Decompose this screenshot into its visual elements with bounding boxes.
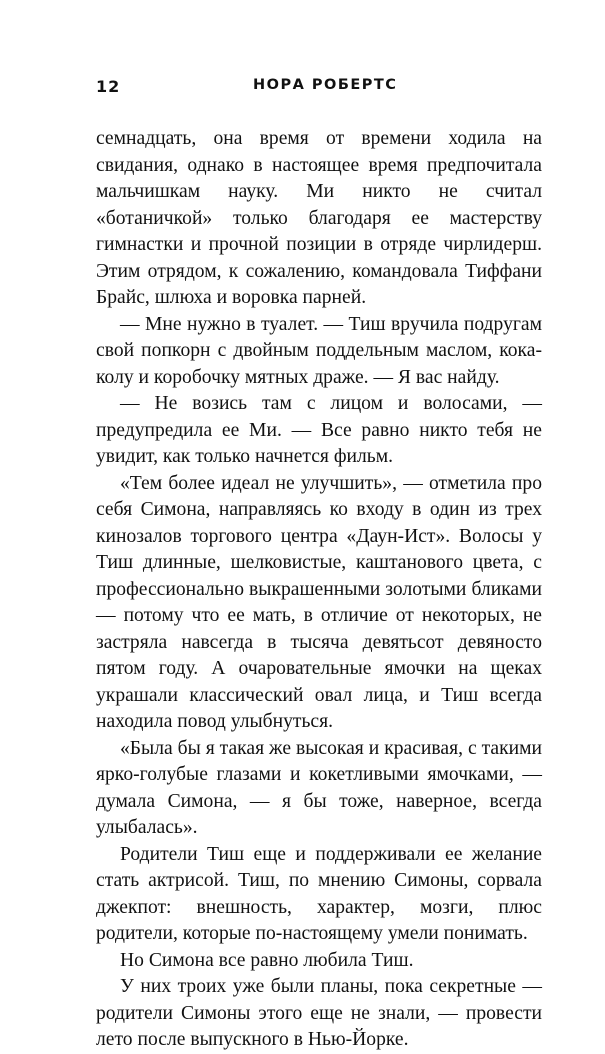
paragraph-dialogue-tish: — Мне нужно в туалет. — Тиш вручила подругам свой попкорн с двойным поддельным маслом, кока-колу и коробочку мятных драже. — Я вас найду.: [96, 313, 542, 388]
paragraph-dialogue-mi: — Не возись там с лицом и волосами, — предупредила ее Ми. — Все равно никто тебя не увидит, как только начнется фильм.: [96, 393, 542, 467]
paragraph: «Тем более идеал не улучшить», — отметила про себя Симона, направляясь ко входу в один из трех кинозалов торгового центра «Даун-Ист». Волосы у Тиш длинные, шелковистые, каштанового цвета, с профессионально выкрашенными золотыми бликами — потому что ее мать, в отличие от некоторых, не застряла навсегда в тысяча девятьсот девяносто пятом году. А очаровательные ямочки на щеках украшали классический овал лица, и Тиш всегда находила повод улыбнуться.: [96, 472, 542, 732]
page-header: [96, 77, 541, 101]
running-head-author: НОРА РОБЕРТС: [253, 77, 398, 93]
page-number: 12: [96, 77, 121, 96]
paragraph: У них троих уже были планы, пока секретные — родители Симоны этого еще не знали, — провести лето после выпускного в Нью-Йорке.: [96, 976, 542, 1050]
paragraph: Родители Тиш еще и поддерживали ее желание стать актрисой. Тиш, по мнению Симоны, сорвала джекпот: внешность, характер, мозги, плюс родители, которые по-настоящему умели понимать.: [96, 843, 542, 944]
paragraph: Но Симона все равно любила Тиш.: [120, 949, 414, 971]
paragraph: «Была бы я такая же высокая и красивая, с такими ярко-голубые глазами и кокетливыми ямочками, — думала Симона, — я бы тоже, наверное, всегда улыбалась».: [96, 737, 542, 838]
paragraph-continued: семнадцать, она время от времени ходила на свидания, однако в настоящее время предпочитала мальчишкам науку. Ми никто не считал «ботаничкой» только благодаря ее мастерству гимнастки и прочной позиции в отряде чирлидерш. Этим отрядом, к сожалению, командовала Тиффани Брайс, шлюха и воровка парней.: [96, 128, 542, 308]
body-text: [96, 126, 542, 1054]
